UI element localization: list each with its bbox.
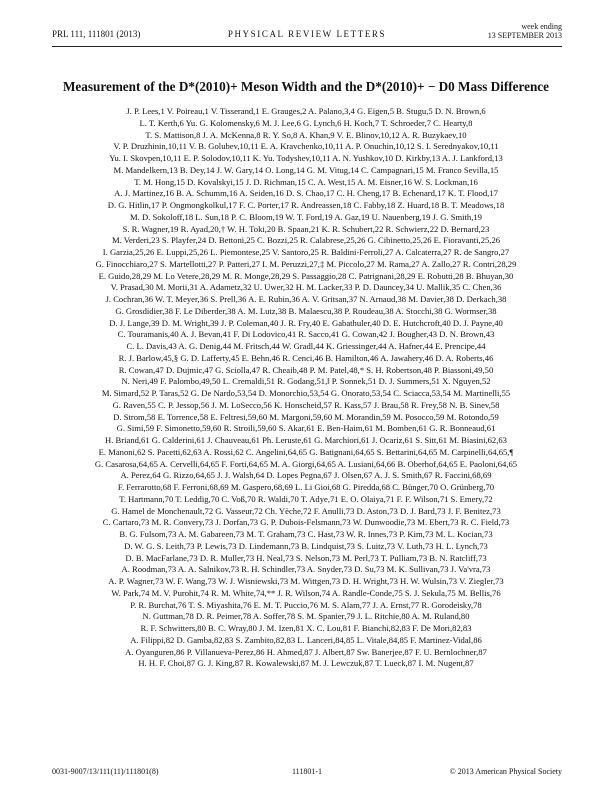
author-line: L. T. Kerth,6 Yu. G. Kolomensky,6 M. J. Lee,6 G. Lynch,6 H. Koch,7 T. Schroeder,7 C. Hearty,8 [139,117,473,128]
author-line: M. Mandelkern,13 B. Dey,14 J. W. Gary,14 O. Long,14 G. M. Vitug,14 C. Campagnari,15 M. Franco Sevilla,15 [113,164,499,175]
author-line: E. Guido,28,29 M. Lo Vetere,28,29 M. R. Monge,28,29 S. Passaggio,28 C. Patrignani,28,29 E. Robutti,28 B. Bhuyan,30 [98,270,514,281]
author-line: S. R. Wagner,19 R. Ayad,20,† W. H. Toki,20 B. Spaan,21 K. R. Schubert,22 R. Schwierz,22 D. Bernard,23 [122,223,490,234]
page-header [52,22,562,46]
author-line: F. Ferrarotto,68 F. Ferroni,68,69 M. Gaspero,68,69 L. Li Gioi,68 G. Piredda,68 C. Bünger,70 O. Grünberg,70 [117,482,495,492]
paper-title: Measurement of the D*(2010)+ Meson Width and the D*(2010)+ − D0 Mass Difference [62,79,549,94]
author-line: C. Touramanis,40 A. J. Bevan,41 F. Di Lodovico,41 R. Sacco,41 G. Cowan,42 J. Bougher,43 D. N. Brown,43 [117,329,495,340]
author-line: V. Prasad,30 M. Morii,31 A. Adametz,32 U. Uwer,32 H. M. Lacker,33 P. D. Dauncey,34 U. Mallik,35 C. Chen,36 [110,282,502,293]
author-list [30,106,582,670]
author-line: G. Simi,59 F. Simonetto,59,60 R. Stroili,59,60 S. Akar,61 E. Ben-Haim,61 M. Bomben,61 G. R. Bonneaud,61 [116,423,496,434]
author-line: A. P. Wagner,73 W. F. Wang,73 W. J. Wisniewski,73 M. Wittgen,73 D. H. Wright,73 H. W. Wulsin,73 V. Ziegler,73 [108,576,504,586]
author-line: J. P. Lees,1 V. Poireau,1 V. Tisserand,1 E. Grauges,2 A. Palano,3,4 G. Eigen,5 B. Stugu,5 D. N. Brown,6 [126,106,486,116]
week-ending [488,22,562,40]
page-footer [52,767,562,779]
author-line: M. Simard,52 P. Taras,52 G. De Nardo,53,54 D. Monorchio,53,54 G. Onorato,53,54 C. Sciacca,53,54 M. Martinelli,55 [101,388,511,398]
author-line: G. Casarosa,64,65 A. Cervelli,64,65 F. Forti,64,65 M. A. Giorgi,64,65 A. Lusiani,64,66 B. Oberhof,64,65 E. Paoloni,64,65 [94,458,518,469]
author-line: P. R. Burchat,76 T. S. Miyashita,76 E. M. T. Puccio,76 M. S. Alam,77 J. A. Ernst,77 R. Gorodeisky,78 [130,599,482,610]
author-line: B. G. Fulsom,73 A. M. Gabareen,73 M. T. Graham,73 C. Hast,73 W. R. Innes,73 P. Kim,73 M. L. Kocian,73 [119,529,493,539]
author-line: C. L. Davis,43 A. G. Denig,44 M. Fritsch,44 W. Gradl,44 K. Griessinger,44 A. Hafner,44 E. Prencipe,44 [126,341,486,351]
author-line: R. J. Barlow,45,§ G. D. Lafferty,45 E. Behn,46 R. Cenci,46 B. Hamilton,46 A. Jawahery,46 D. A. Roberts,46 [118,352,494,363]
author-line: N. Neri,49 F. Palombo,49,50 L. Cremaldi,51 R. Godang,51,‖ P. Sonnek,51 D. J. Summers,51 X. Nguyen,52 [121,376,491,387]
author-line: D. W. G. S. Leith,73 P. Lewis,73 D. Lindemann,73 B. Lindquist,73 S. Luitz,73 V. Luth,73 H. L. Lynch,73 [124,540,488,551]
author-line: A. Perez,64 G. Rizzo,64,65 J. J. Walsh,64 D. Lopes Pegna,67 J. Olsen,67 A. J. S. Smith,67 R. Faccini,68,69 [120,470,492,481]
week-ending-label: week ending [521,22,562,31]
author-line: G. Raven,55 C. P. Jessop,56 J. M. LoSecco,56 K. Honscheid,57 R. Kass,57 J. Brau,58 R. Frey,58 N. B. Sinev,58 [112,399,500,410]
author-line: G. Finocchiaro,27 S. Martellotti,27 P. Patteri,27 I. M. Peruzzi,27,‡ M. Piccolo,27 M. Rama,27 A. Zallo,27 R. Contri,28,29 [95,258,517,269]
author-line: A. J. Martinez,16 B. A. Schumm,16 A. Seiden,16 D. S. Chao,17 C. H. Cheng,17 B. Echenard,17 K. T. Flood,17 [114,188,498,199]
author-line: A. Roodman,73 A. A. Salnikov,73 R. H. Schindler,73 A. Snyder,73 D. Su,73 M. K. Sullivan,73 J. Va'vra,73 [121,564,491,575]
journal-name: PHYSICAL REVIEW LETTERS [227,29,387,39]
author-line: D. J. Lange,39 D. M. Wright,39 J. P. Coleman,40 J. R. Fry,40 E. Gabathuler,40 D. E. Hutchcroft,40 D. J. Payne,40 [109,317,503,328]
author-line: R. F. Schwitters,80 B. C. Wray,80 J. M. Izen,81 X. C. Lou,81 F. Bianchi,82,83 F. De Mori,82,83 [140,623,472,633]
author-line: T. S. Mattison,8 J. A. McKenna,8 R. Y. So,8 A. Khan,9 V. E. Blinov,10,12 A. R. Buzykaev,10 [145,129,467,140]
author-line: T. M. Hong,15 D. Kovalskyi,15 J. D. Richman,15 C. A. West,15 A. M. Eisner,16 W. S. Lockman,16 [134,176,478,187]
author-line: H. H. F. Choi,87 G. J. King,87 R. Kowalewski,87 M. J. Lewczuk,87 T. Lueck,87 I. M. Nugent,87 [138,658,474,669]
author-line: T. Hartmann,70 T. Leddig,70 C. Voß,70 R. Waldi,70 T. Adye,71 E. O. Olaiya,71 F. F. Wilson,71 S. Emery,72 [119,493,493,504]
author-line: D. Strom,58 E. Torrence,58 E. Feltresi,59,60 M. Margoni,59,60 M. Morandin,59 M. Posocco,59 M. Rotondo,59 [113,411,499,422]
issn-code: 0031-9007/13/111(11)/111801(8) [52,767,159,776]
author-line: R. Cowan,47 D. Dujmic,47 G. Sciolla,47 R. Cheaib,48 P. M. Patel,48,* S. H. Robertson,48 P. Biassoni,49,50 [118,364,494,375]
author-line: V. P. Druzhinin,10,11 V. B. Golubev,10,11 E. A. Kravchenko,10,11 A. P. Onuchin,10,12 S. I. Serednyakov,10,11 [113,141,499,152]
header-rule [52,46,562,47]
author-line: C. Cartaro,73 M. R. Convery,73 J. Dorfan,73 G. P. Dubois-Felsmann,73 W. Dunwoodie,73 M. Ebert,73 R. C. Field,73 [102,517,510,528]
copyright: © 2013 American Physical Society [449,767,562,776]
author-line: A. Filippi,82 D. Gamba,82,83 S. Zambito,82,83 L. Lanceri,84,85 L. Vitale,84,85 F. Martinez-Vidal,86 [130,634,482,645]
journal-reference: PRL 111, 111801 (2013) [52,29,141,39]
author-line: W. Park,74 M. V. Purohit,74 R. M. White,74,** J. R. Wilson,74 A. Randle-Conde,75 S. J. Sekula,75 M. Bellis,76 [111,587,501,598]
author-line: D. G. Hitlin,17 P. Ongmongkolkul,17 F. C. Porter,17 R. Andreassen,18 C. Fabby,18 Z. Huard,18 B. T. Meadows,18 [107,200,505,210]
author-line: D. B. MacFarlane,73 D. R. Muller,73 H. Neal,73 S. Nelson,73 M. Perl,73 T. Pulliam,73 B. N. Ratcliff,73 [125,552,487,563]
page-number: 111801-1 [291,767,323,776]
author-line: M. Verderi,23 S. Playfer,24 D. Bettoni,25 C. Bozzi,25 R. Calabrese,25,26 G. Cibinetto,25,26 E. Fioravanti,25,26 [111,235,501,246]
author-line: A. Oyanguren,86 P. Villanueva-Perez,86 H. Ahmed,87 J. Albert,87 Sw. Banerjee,87 F. U. Bernlochner,87 [125,646,487,657]
author-line: M. D. Sokoloff,18 L. Sun,18 P. C. Bloom,19 W. T. Ford,19 A. Gaz,19 U. Nauenberg,19 J. G. Smith,19 [130,211,482,222]
author-line: I. Garzia,25,26 E. Luppi,25,26 L. Piemontese,25 V. Santoro,25 R. Baldini-Ferroli,27 A. Calcaterra,27 R. de Sangro,27 [102,247,510,257]
author-line: Yu. I. Skovpen,10,11 E. P. Solodov,10,11 K. Yu. Todyshev,10,11 A. N. Yushkov,10 D. Kirkby,13 A. J. Lankford,13 [109,153,503,163]
author-line: N. Guttman,78 D. R. Peimer,78 A. Soffer,78 S. M. Spanier,79 J. L. Ritchie,80 A. M. Ruland,80 [142,611,470,622]
author-line: J. Cochran,36 W. T. Meyer,36 S. Prell,36 A. E. Rubin,36 A. V. Gritsan,37 N. Arnaud,38 M. Davier,38 D. Derkach,38 [105,294,507,304]
author-line: H. Briand,61 G. Calderini,61 J. Chauveau,61 Ph. Leruste,61 G. Marchiori,61 J. Ocariz,61 S. Sitt,61 M. Biasini,62,63 [105,435,507,445]
week-ending-date: 13 SEPTEMBER 2013 [487,31,562,40]
author-line: G. Grosdidier,38 F. Le Diberder,38 A. M. Lutz,38 B. Malaescu,38 P. Roudeau,38 A. Stocchi,38 G. Wormser,38 [115,305,497,316]
author-line: E. Manoni,62 S. Pacetti,62,63 A. Rossi,62 C. Angelini,64,65 G. Batignani,64,65 S. Bettarini,64,65 M. Carpinelli,64,65,¶ [98,446,514,457]
author-line: G. Hamel de Monchenault,72 G. Vasseur,72 Ch. Yèche,72 F. Anulli,73 D. Aston,73 D. J. Bard,73 J. F. Benitez,73 [111,505,501,516]
